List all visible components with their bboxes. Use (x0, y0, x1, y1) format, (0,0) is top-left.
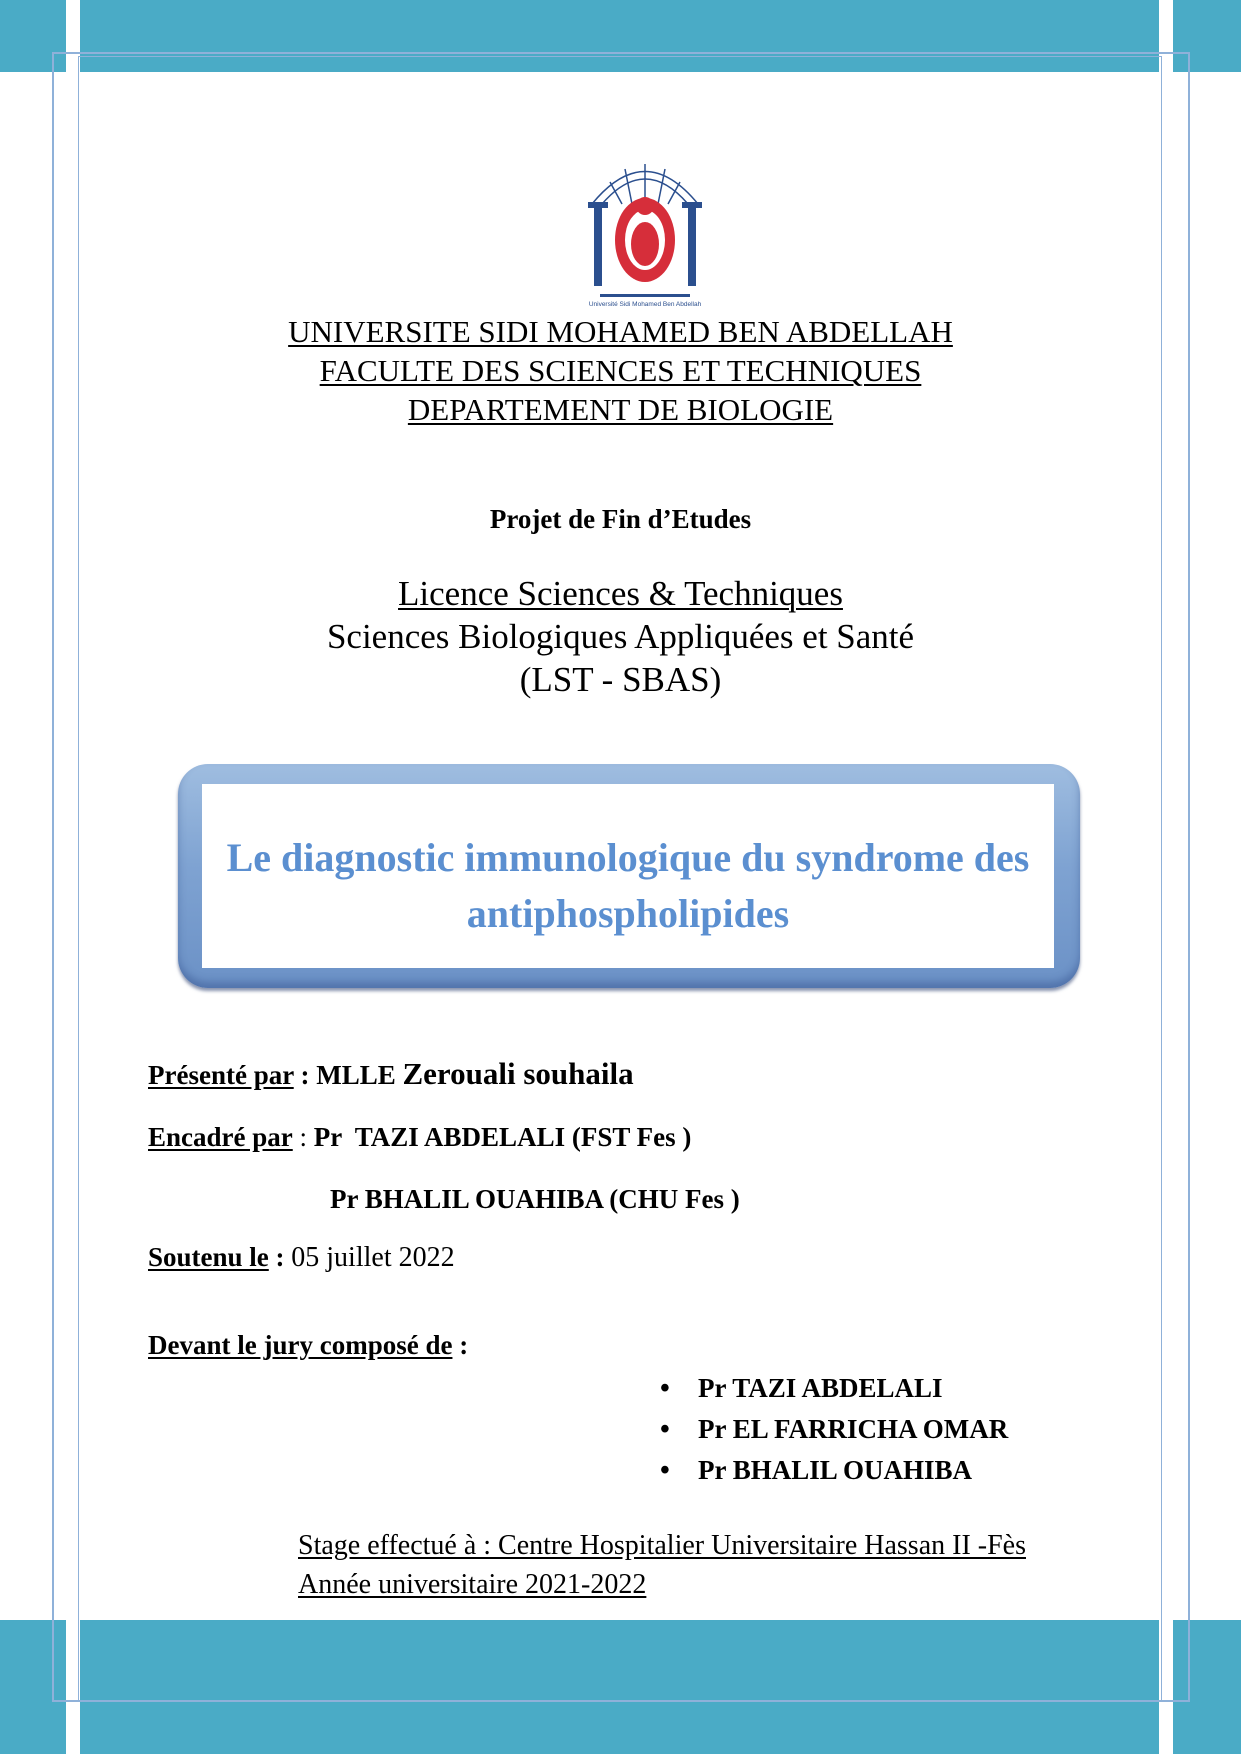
logo-caption-line (600, 294, 690, 297)
jury-member: • Pr TAZI ABDELALI (660, 1368, 1008, 1409)
supervisor-1: Pr TAZI ABDELALI (FST Fes ) (313, 1122, 692, 1152)
jury-member: • Pr EL FARRICHA OMAR (660, 1409, 1008, 1450)
presenter-name: Zerouali souhaila (402, 1056, 634, 1091)
supervised-by-line (148, 1122, 691, 1153)
defended-line (148, 1242, 455, 1274)
program-abbrev: (LST - SBAS) (519, 660, 722, 699)
title-box (178, 764, 1080, 988)
supervised-by-label: Encadré par (148, 1122, 293, 1152)
thesis-title (227, 830, 1030, 942)
presented-by-line (148, 1056, 634, 1092)
defended-sep: : (268, 1242, 292, 1272)
supervisor-2-line (330, 1184, 740, 1215)
defended-label: Soutenu le (148, 1242, 269, 1272)
academic-year: Année universitaire 2021-2022 (298, 1569, 647, 1600)
program-degree: Licence Sciences & Techniques (398, 574, 843, 613)
presenter-prefix: MLLE (316, 1060, 403, 1090)
internship-location: Stage effectué à : Centre Hospitalier Universitaire Hassan II -Fès (298, 1530, 1026, 1561)
program-block (0, 572, 1241, 701)
supervised-by-sep: : (292, 1122, 314, 1152)
logo-caption: Université Sidi Mohamed Ben Abdellah (588, 301, 702, 308)
supervisor-2: Pr BHALIL OUAHIBA (CHU Fes ) (330, 1184, 740, 1214)
department-name: DEPARTEMENT DE BIOLOGIE (407, 392, 834, 427)
footer-block (298, 1526, 1026, 1604)
jury-label: Devant le jury composé de (148, 1330, 453, 1360)
jury-member: • Pr BHALIL OUAHIBA (660, 1450, 1008, 1491)
defense-date: 05 juillet 2022 (291, 1242, 455, 1273)
thesis-title-line1: Le diagnostic immunologique du syndrome des (226, 835, 1030, 880)
jury-sep: : (452, 1330, 469, 1360)
university-name: UNIVERSITE SIDI MOHAMED BEN ABDELLAH (288, 314, 953, 349)
faculty-name: FACULTE DES SCIENCES ET TECHNIQUES (319, 353, 922, 388)
presented-by-sep: : (293, 1060, 317, 1090)
institution-header (0, 312, 1241, 429)
program-name: Sciences Biologiques Appliquées et Santé (326, 617, 915, 656)
presented-by-label: Présenté par (148, 1060, 294, 1090)
logo-emblem (615, 197, 675, 282)
thesis-title-line2: antiphospholipides (466, 891, 790, 936)
title-box-inner (202, 784, 1054, 968)
jury-list (660, 1368, 1008, 1491)
jury-line (148, 1330, 468, 1361)
project-type: Projet de Fin d’Etudes (489, 504, 752, 534)
university-logo (580, 144, 710, 310)
